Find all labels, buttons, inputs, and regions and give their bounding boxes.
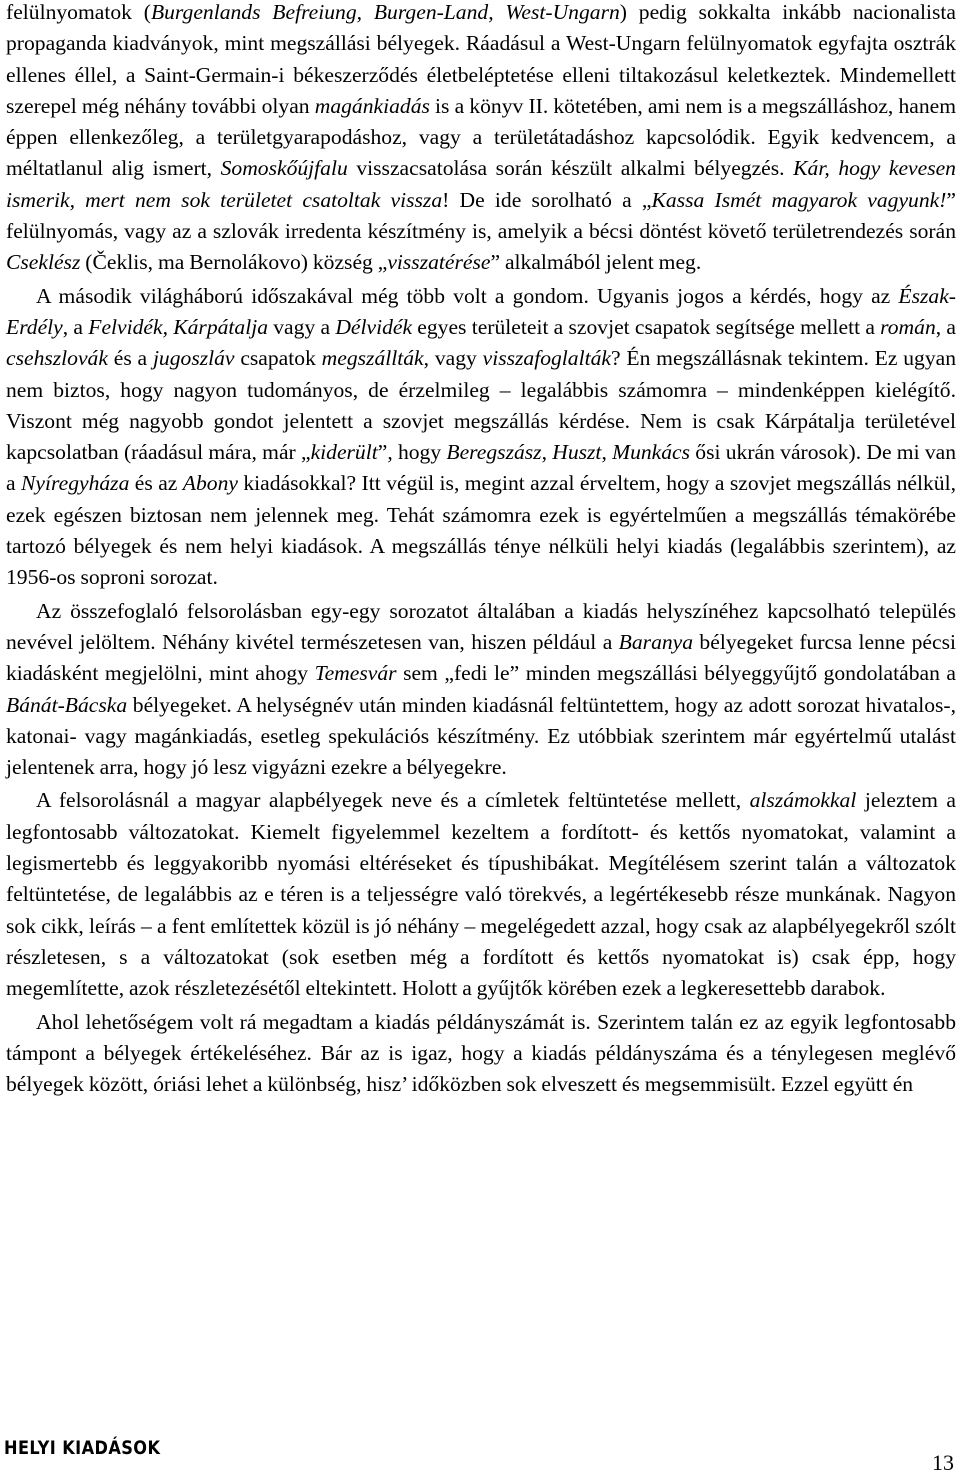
text-run: csapatok [234, 346, 322, 371]
text-run: , [541, 440, 553, 465]
italic-text: Munkács [612, 440, 691, 465]
text-run: ! De ide sorolható a „ [442, 187, 652, 212]
text-run: vagy a [268, 314, 336, 339]
text-run: , [601, 440, 613, 465]
italic-text: magánkiadás [314, 93, 430, 118]
italic-text: Délvidék [335, 314, 413, 339]
document-page [6, 0, 956, 1100]
paragraph [6, 0, 956, 279]
italic-text: jugoszláv [152, 346, 235, 371]
text-run: ” felülnyomás, vagy az a szlovák irredenta készítmény is, amelyik a bécsi döntést követő területrendezés során [6, 187, 957, 244]
text-run: bélyegeket furcsa lenne pécsi kiadásként megjelölni, mint ahogy [6, 629, 956, 686]
text-run: (Čeklis, ma Bernolákovo) község „ [80, 250, 388, 275]
italic-text: kiderült [310, 440, 378, 465]
page-number: 13 [932, 1450, 954, 1475]
text-run: ? Én megszállásnak tekintem. Ez ugyan nem biztos, hogy nagyon tudományos, de érzelmileg – legalábbis számomra – mindenképpen kielégítő. Viszont még nagyobb gondot jelentett a szovjet megszállás kérdése. Nem is csak Kárpátalja területével kapcsolatban (ráadásul mára, már „ [6, 346, 956, 465]
italic-text: Baranya [618, 629, 694, 654]
footer-brand: HELYI KIADÁSOK [4, 1437, 161, 1459]
text-run: A felsorolásnál a magyar alapbélyegek neve és a címletek feltüntetése mellett, [36, 788, 750, 813]
text-run: A második világháború időszakával még több volt a gondom. Ugyanis jogos a kérdés, hogy az [36, 283, 899, 308]
text-run: , a [62, 314, 89, 339]
text-run: ” alkalmából jelent meg. [490, 250, 702, 275]
italic-text: román [880, 314, 936, 339]
text-run: Az összefoglaló felsorolásban egy-egy sorozatot általában a kiadás helyszínéhez kapcsolható település nevével jelöltem. Néhány kivétel természetesen van, hiszen például a [6, 598, 956, 654]
text-run: kiadásokkal? Itt végül is, megint azzal érveltem, hogy a szovjet megszállás nélkül, ezek egészen biztosan nem jelennek meg. Tehát számomra ezek is egyértelműen a megszállás témakörébe tartozó bélyegek és nem helyi kiadások. A megszállás ténye nélküli helyi kiadás (legalábbis szerintem), az 1956-os soproni sorozat. [6, 471, 956, 590]
italic-text: Cseklész [6, 250, 81, 275]
text-run: felülnyomatok ( [6, 0, 151, 24]
italic-text: visszatérése [387, 250, 491, 275]
text-run: visszacsatolása során készült alkalmi bélyegzés. [347, 156, 794, 181]
text-run: , vagy [423, 346, 483, 371]
paragraph [6, 785, 956, 1004]
paragraph [6, 596, 956, 784]
italic-text: alszámokkal [749, 788, 857, 813]
italic-text: visszafoglalták [482, 346, 611, 371]
text-run: Ahol lehetőségem volt rá megadtam a kiadás példányszámát is. Szerintem talán ez az egyik legfontosabb támpont a bélyegek értékeléséhez. Bár az is igaz, hogy a kiadás példányszáma és a ténylegesen meglévő bélyegek között, óriási lehet a különbség, hisz’ időközben sok elveszett és megsemmisült. Ezzel együtt én [6, 1009, 956, 1097]
text-run: egyes területeit a szovjet csapatok segítsége mellett a [412, 314, 881, 339]
italic-text: Abony [182, 471, 238, 496]
body-text [6, 0, 956, 1100]
text-run: ) pedig sokkalta inkább nacionalista propaganda kiadványok, mint megszállási bélyegek. Ráadásul a West-Ungarn felülnyomatok egyfajta osztrák ellenes éllel, a Saint-Germain-i békeszerződés életbeléptetése elleni tiltakozásul keletkeztek. Mindemellett szerepel még néhány további olyan [6, 0, 957, 118]
text-run: bélyegeket. A helységnév után minden kiadásnál feltüntettem, hogy az adott sorozat hivatalos-, katonai- vagy magánkiadás, esetleg spekulációs készítmény. Ez utóbbiak szerintem már egyértelmű utalást jelentenek arra, hogy jó lesz vigyázni ezekre a bélyegekre. [6, 692, 956, 780]
italic-text: Kassa Ismét magyarok vagyunk! [651, 187, 947, 212]
text-run: , a [935, 314, 956, 339]
paragraph [6, 1007, 956, 1101]
italic-text: Bánát-Bácska [6, 692, 128, 717]
italic-text: csehszlovák [6, 346, 108, 371]
italic-text: Temesvár [314, 661, 397, 686]
text-run: jeleztem a legfontosabb változatokat. Kiemelt figyelemmel kezeltem a fordított- és kettős nyomatokat, valamint a legismertebb és leggyakoribb nyomási eltéréseket és típushibákat. Megítélésem szerint talán a változatok feltüntetése, de legalábbis az e téren is a teljességre való törekvés, a legértékesebb része munkának. Nagyon sok cikk, leírás – a fent említettek közül is jó néhány – megelégedett azzal, hogy csak az alapbélyegekről szólt részletesen, s a változatokat (sok esetben még a fordított és kettős nyomatokat is) csak épp, hogy megemlítette, azok részletezésétől eltekintett. Holott a gyűjtők körében ezek a legkeresettebb darabok. [6, 788, 956, 1001]
text-run: és a [107, 346, 153, 371]
text-run: ősi ukrán városok). De mi van a [6, 440, 957, 496]
italic-text: Burgenlands Befreiung, Burgen-Land, West-Ungarn [150, 0, 620, 24]
italic-text: Észak-Erdély [6, 283, 956, 339]
paragraph [6, 281, 956, 594]
italic-text: Beregszász [446, 440, 542, 465]
italic-text: Somoskőújfalu [220, 156, 348, 181]
italic-text: Nyíregyháza [21, 471, 130, 496]
text-run: is a könyv II. kötetében, ami nem is a megszálláshoz, hanem éppen ellenkezőleg, a területgyarapodáshoz, vagy a területátadáshoz kapcsolódik. Egyik kedvencem, a méltatlanul alig ismert, [6, 93, 957, 181]
italic-text: megszállták [321, 346, 424, 371]
text-run: és az [129, 471, 183, 496]
italic-text: Felvidék, Kárpátalja [88, 314, 269, 339]
italic-text: Kár, hogy kevesen ismerik, mert nem sok területet csatoltak vissza [6, 156, 956, 212]
text-run: ”, hogy [377, 440, 447, 465]
text-run: sem „fedi le” minden megszállási bélyeggyűjtő gondolatában a [396, 661, 956, 686]
italic-text: Huszt [552, 440, 602, 465]
